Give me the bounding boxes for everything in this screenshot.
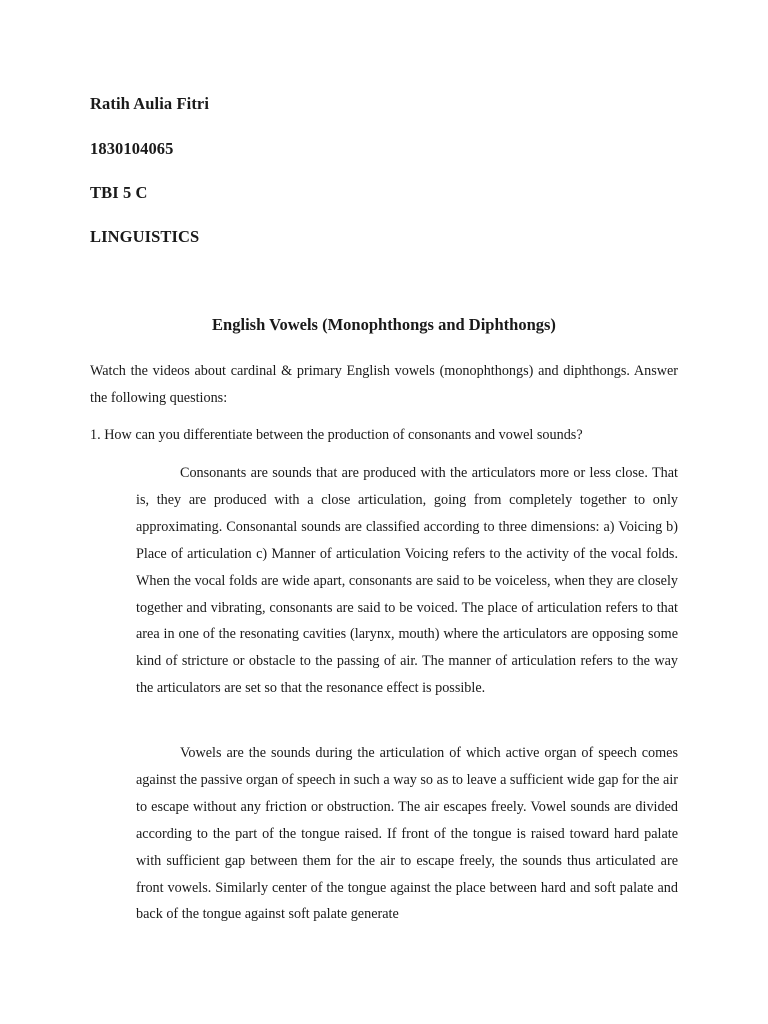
class-name: TBI 5 C [90, 183, 148, 202]
question-1: 1. How can you differentiate between the production of consonants and vowel sounds? [90, 427, 583, 443]
answer-paragraph-vowels: Vowels are the sounds during the articulation of which active organ of speech comes against the passive organ of speech in such a way so as to leave a sufficient wide gap for the air to escape without any friction or obstruction. The air escapes freely. Vowel sounds are divided according to the part of the tongue raised. If front of the tongue is raised toward hard palate with sufficient gap between them for the air to escape freely, the sounds thus articulated are front vowels. Similarly center of the tongue against the place between hard and soft palate and back of the tongue against soft palate generate [136, 745, 678, 923]
student-id: 1830104065 [90, 139, 174, 158]
instruction-text: Watch the videos about cardinal & primary English vowels (monophthongs) and diphthongs. Answer the following questions: [90, 363, 678, 406]
course-name: LINGUISTICS [90, 227, 200, 246]
answer-paragraph-consonants: Consonants are sounds that are produced with the articulators more or less close. That is, they are produced with a close articulation, going from completely together to only approximating. Consonantal sounds are classified according to three dimensions: a) Voicing b) Place of articulation c) Manner of articulation Voicing refers to the activity of the vocal folds. When the vocal folds are wide apart, consonants are said to be voiceless, when they are closely together and vibrating, consonants are said to be voiced. The place of articulation refers to that area in one of the resonating cavities (larynx, mouth) where the articulators are opposing some kind of stricture or obstacle to the passing of air. The manner of articulation refers to the way the articulators are set so that the resonance effect is possible. [136, 465, 678, 697]
document-title: English Vowels (Monophthongs and Diphthongs) [212, 315, 556, 334]
student-name: Ratih Aulia Fitri [90, 94, 210, 113]
